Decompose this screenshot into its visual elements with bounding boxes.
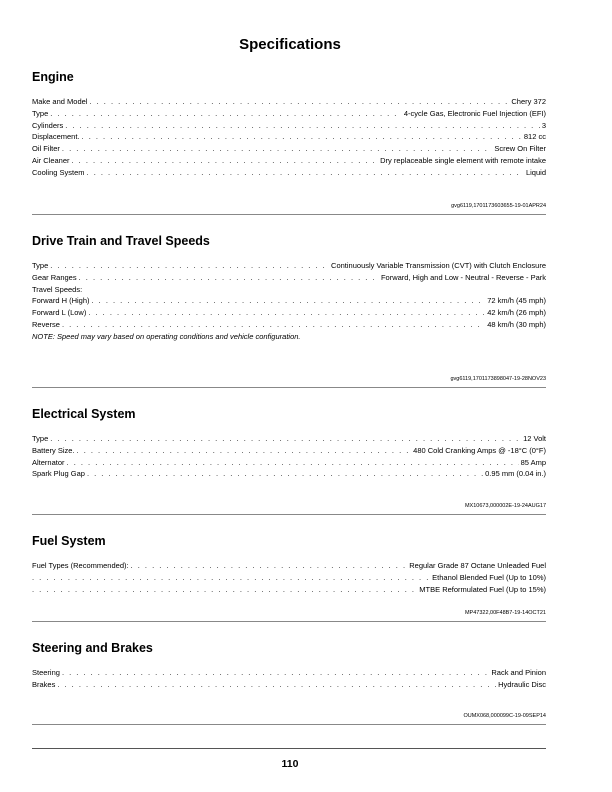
- spec-value: 4-cycle Gas, Electronic Fuel Injection (EFI): [403, 108, 546, 118]
- section-fuel: [32, 534, 546, 595]
- reference-code: MP47322,00F48B7-19-14OCT21: [464, 610, 546, 616]
- spec-label: Type: [32, 434, 49, 443]
- spec-value: 85 Amp: [520, 457, 546, 467]
- spec-label: Make and Model: [32, 97, 88, 106]
- spec-value: 48 km/h (30 mph): [487, 319, 546, 329]
- page-title: Specifications: [239, 36, 341, 53]
- spec-row: [32, 143, 546, 155]
- spec-value: Regular Grade 87 Octane Unleaded Fuel: [409, 561, 546, 570]
- spec-row: [32, 445, 546, 457]
- section-title: Drive Train and Travel Speeds: [32, 234, 210, 248]
- spec-label: Steering: [32, 668, 60, 677]
- spec-row: [32, 155, 546, 167]
- page-number: 110: [281, 758, 299, 770]
- note: NOTE: Speed may vary based on operating conditions and vehicle configuration.: [32, 331, 301, 341]
- section-title: Steering and Brakes: [32, 641, 153, 655]
- divider: [32, 621, 546, 622]
- spec-label: Oil Filter: [32, 144, 60, 154]
- divider: [32, 214, 546, 215]
- section-title: Fuel System: [32, 534, 106, 548]
- spec-label: Air Cleaner: [32, 155, 70, 165]
- spec-label: Spark Plug Gap: [32, 469, 85, 479]
- spec-value: 480 Cold Cranking Amps @ -18°C (0°F): [413, 445, 546, 455]
- section-title: Electrical System: [32, 407, 136, 421]
- section-electrical: [32, 407, 546, 480]
- reference-code: gvg6119,1701173898047-19-28NOV23: [450, 376, 546, 382]
- section-steering-brakes: [32, 641, 546, 691]
- spec-value: Screw On Filter: [494, 144, 546, 154]
- spec-label: Type: [32, 108, 49, 118]
- spec-row: [32, 319, 546, 331]
- spec-label: Type: [32, 261, 49, 270]
- spec-row: [32, 120, 546, 132]
- reference-code: gvg6119,1701173603655-19-01APR24: [451, 203, 546, 209]
- spec-label: Travel Speeds:: [32, 284, 83, 294]
- spec-value: Hydraulic Disc: [498, 679, 546, 689]
- reference-code: OUMX068,000099C-19-09SEP14: [463, 713, 546, 719]
- spec-value: MTBE Reformulated Fuel (Up to 15%): [419, 584, 546, 594]
- spec-label: Gear Ranges: [32, 272, 77, 282]
- spec-row: [32, 108, 546, 120]
- spec-row: [32, 284, 546, 296]
- spec-row: [32, 167, 546, 179]
- spec-value: 72 km/h (45 mph): [487, 296, 546, 306]
- spec-row: [32, 260, 546, 272]
- divider: [32, 514, 546, 515]
- spec-value: Chery 372: [511, 97, 546, 106]
- spec-label: Reverse: [32, 319, 60, 329]
- spec-label: Brakes: [32, 679, 56, 689]
- spec-row: [32, 272, 546, 284]
- spec-row: [32, 667, 546, 679]
- spec-label: Fuel Types (Recommended):: [32, 561, 129, 570]
- spec-row: [32, 572, 546, 584]
- reference-code: MX10673,000002E-19-24AUG17: [464, 503, 546, 509]
- section-title: Engine: [32, 70, 74, 84]
- spec-row: [32, 679, 546, 691]
- spec-value: Dry replaceable single element with remote intake: [380, 155, 546, 165]
- spec-row: [32, 433, 546, 445]
- spec-label: Cooling System: [32, 167, 85, 177]
- spec-value: 0.95 mm (0.04 in.): [485, 469, 546, 479]
- spec-value: Liquid: [525, 167, 546, 177]
- spec-value: 12 Volt: [523, 434, 546, 443]
- spec-row: [32, 584, 546, 596]
- footer-rule: [32, 748, 546, 749]
- divider: [32, 387, 546, 388]
- divider: [32, 724, 546, 725]
- section-engine: [32, 70, 546, 179]
- spec-row: [32, 131, 546, 143]
- spec-value: Continuously Variable Transmission (CVT) with Clutch Enclosure: [331, 261, 546, 270]
- spec-label: Cylinders: [32, 120, 64, 130]
- spec-label: Battery Size.: [32, 445, 75, 455]
- spec-label: Forward L (Low): [32, 308, 87, 318]
- spec-label: Forward H (High): [32, 296, 90, 306]
- section-drive-train: [32, 234, 546, 342]
- spec-value: Ethanol Blended Fuel (Up to 10%): [432, 572, 546, 582]
- spec-row: [32, 468, 546, 480]
- spec-label: Alternator: [32, 457, 65, 467]
- spec-value: 3: [541, 120, 546, 130]
- spec-value: 812 cc: [523, 132, 546, 142]
- spec-value: Rack and Pinion: [491, 668, 546, 677]
- spec-row: [32, 96, 546, 108]
- spec-value: Forward, High and Low - Neutral - Reverse - Park: [380, 272, 546, 282]
- spec-row: [32, 457, 546, 469]
- spec-row: [32, 560, 546, 572]
- spec-row: [32, 307, 546, 319]
- spec-row: [32, 295, 546, 307]
- spec-label: Displacement.: [32, 132, 80, 142]
- spec-value: 42 km/h (26 mph): [487, 308, 546, 318]
